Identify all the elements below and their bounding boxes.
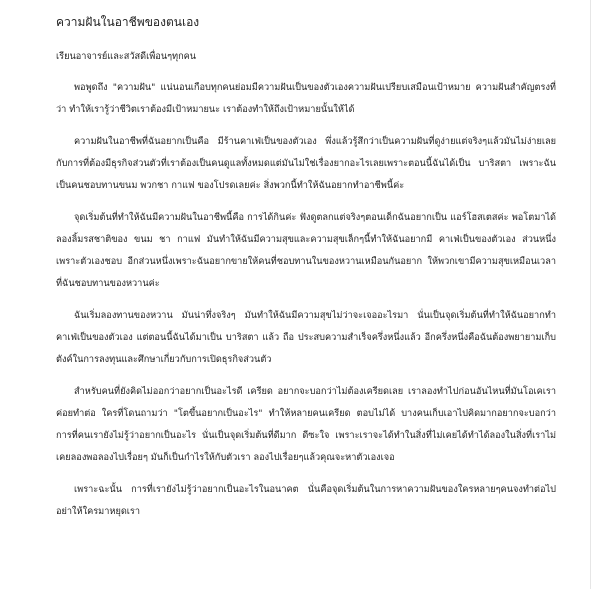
paragraph-3: จุดเริ่มต้นที่ทำให้ฉันมีความฝันในอาชีพนี้คือ การได้กินค่ะ ฟังดูตลกแต่จริงๆตอนเด็กฉันอยากเป็น แอร์โฮสเตสค่ะ พอโตมาได้ลองลิ้มรสชาติของ ขนม ชา กาแฟ มันทำให้ฉันมีความสุขและความสุขเล็กๆนี้ทำให้ฉันอยากมี คาเฟ่เป็นของตัวเอง ส่วนหนึ่ง เพราะตัวเองชอบ อีกส่วนหนึ่งเพราะฉันอยากขายให้คนที่ชอบทานในของหวานเหมือนกันอยาก ให้พวกเขามีความสุขเหมือนเวลาที่ฉันชอบทานของหวานค่ะ	[56, 212, 556, 289]
greeting-line: เรียนอาจารย์และสวัสดีเพื่อนๆทุกคน	[56, 51, 197, 62]
paragraph-1: พอพูดถึง "ความฝัน" แน่นอนเกือบทุกคนย่อมมีความฝันเป็นของตัวเองความฝันเปรียบเสมือนเป้าหมาย ความฝันสำคัญตรงที่ว่า ทำให้เรารู้ว่าชีวิตเราต้องมีเป้าหมายนะ เราต้องทำให้ถึงเป้าหมายนั้นให้ได้	[56, 82, 556, 115]
paragraph-4: ฉันเริ่มลองทานของหวาน มันน่าทึ่งจริงๆ มันทำให้ฉันมีความสุขไม่ว่าจะเจออะไรมา นั่นเป็นจุดเริ่มต้นที่ทำให้ฉันอยากทำคาเฟ่เป็นของตัวเอง แต่ตอนนี้ฉันได้มาเป็น บาริสตา แล้ว ถือ ประสบความสำเร็จครึ่งหนึ่งแล้ว อีกครึ่งหนึ่งคือฉันต้องพยายามเก็บตังค์ในการลงทุนและศึกษาเกี่ยวกับการเปิดธุรกิจส่วนตัว	[56, 310, 556, 365]
paragraph-6: เพราะฉะนั้น การที่เรายังไม่รู้ว่าอยากเป็นอะไรในอนาคต นั่นคือจุดเริ่มต้นในการหาความฝันของใครหลายๆคนจงทำต่อไปอย่าให้ใครมาหยุดเรา	[56, 484, 556, 517]
document-content	[56, 12, 556, 533]
paragraph-2: ความฝันในอาชีพที่ฉันอยากเป็นคือ มีร้านคาเฟ่เป็นของตัวเอง พึ่งแล้วรู้สึกว่าเป็นความฝันที่ดูง่ายแต่จริงๆแล้วมันไม่ง่ายเลยกับการที่ต้องมีธุรกิจส่วนตัวที่เราต้องเป็นคนดูแลทั้งหมดแต่มันไม่ใช่เรื่องยากอะไรเลยเพราะตอนนี้ฉันได้เป็น บาริสตา เพราะฉันเป็นคนชอบทานขนม พวกชา กาแฟ ของโปรดเลยค่ะ สิ่งพวกนี้ทำให้ฉันอยากทำอาชีพนี้ค่ะ	[56, 136, 556, 191]
paragraph-5: สำหรับคนที่ยังคิดไม่ออกว่าอยากเป็นอะไรดี เครียด อยากจะบอกว่าไม่ต้องเครียดเลย เราลองทำไปก่อนอันไหนที่มันโอเคเราค่อยทำต่อ ใครที่โดนถามว่า "โตขึ้นอยากเป็นอะไร" ทำให้หลายคนเครียด ตอบไม่ได้ บางคนเก็บเอาไปคิดมากอยากจะบอกว่า การที่คนเรายังไม่รู้ว่าอยากเป็นอะไร นั่นเป็นจุดเริ่มต้นที่ดีมาก ดีซะใจ เพราะเราจะได้ทำในสิ่งที่ไม่เคยได้ทำได้ลองในสิ่งที่เราไม่เคยลองพอลองไปเรื่อยๆ มันก็เป็นกำไรให้กับตัวเรา ลองไปเรื่อยๆแล้วคุณจะหาตัวเองเจอ	[56, 386, 556, 463]
document-title: ความฝันในอาชีพของตนเอง	[56, 15, 200, 29]
